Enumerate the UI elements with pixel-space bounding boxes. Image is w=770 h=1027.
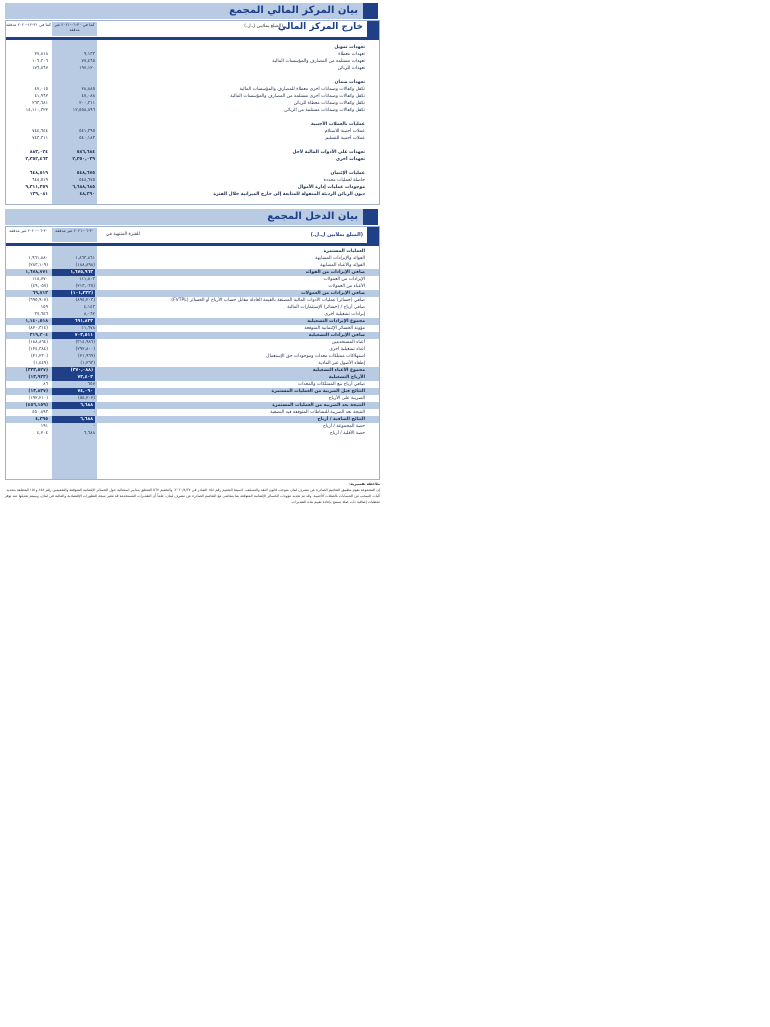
value-previous: ١٥٩ xyxy=(40,305,48,310)
table-row xyxy=(6,163,379,170)
value-current: ٦٥٧ xyxy=(87,382,95,387)
row-label: الأرباح التشغيلية xyxy=(328,375,365,380)
table-row xyxy=(6,402,379,409)
row-label: أعباء المستخدمين xyxy=(331,340,365,345)
value-previous: ١٧٦,٨٦٧ xyxy=(32,66,48,71)
row-label: حاصلة لعمليات محددة xyxy=(323,178,365,183)
column-header-previous: كما في ٣١-١٢-٢٠٢٠ مدققة xyxy=(6,22,51,27)
row-label: تعهدات للزبائن xyxy=(337,66,365,71)
row-label: تعهدات أخرى xyxy=(335,157,365,162)
row-label: صافي الإيرادات التشغيلية xyxy=(308,333,365,338)
value-current: (٨٩٤,٢٠٣) xyxy=(75,298,95,303)
table-row xyxy=(6,276,379,283)
table-row xyxy=(6,86,379,93)
table-row xyxy=(6,93,379,100)
value-previous: (١٣,٨٣٧) xyxy=(28,389,48,394)
row-label: تكفل وكفالات وضمانات أخرى مستلمة من المصارف والمؤسسات المالية xyxy=(230,94,365,99)
table-row xyxy=(6,395,379,402)
off-balance-sheet-header xyxy=(6,21,379,37)
value-current: - xyxy=(93,410,95,415)
table-row xyxy=(6,135,379,142)
table-row xyxy=(6,156,379,163)
value-current: ٥٨٦,٦٨٤ xyxy=(76,150,95,155)
row-label: استهلاكات ممتلكات معدات وموجودات حق الإستعمال xyxy=(266,354,365,359)
value-current: (١,٢٦٣) xyxy=(80,361,95,366)
row-label: حصة الأقلية / أرباح xyxy=(329,431,365,436)
column-header-current: ٣٠-٠٦-٢٠٢١ غير مدققة xyxy=(52,228,97,242)
row-label: عمليات بالعملات الأجنبية xyxy=(310,122,365,127)
explanatory-notes xyxy=(4,481,380,505)
unit-label: (المبلغ بملايين ل.ل.) xyxy=(244,24,283,29)
value-previous: (٤٩,٠٥٧) xyxy=(30,284,48,289)
section-square-icon xyxy=(367,21,379,37)
table-row xyxy=(6,58,379,65)
table-row xyxy=(6,430,379,437)
table-row xyxy=(6,170,379,177)
value-current: (١٠١,٢٣٢) xyxy=(52,290,95,297)
value-current: ١١١,٨٠٣ xyxy=(79,277,95,282)
income-statement-title: بيان الدخل المجمع xyxy=(267,211,358,222)
value-previous: (٢٨٣,١٠٩) xyxy=(28,263,48,268)
row-label: النتيجة بعد الضريبة للنشاطات المتوقفة قيد التصفية xyxy=(270,410,365,415)
row-label: عملات أجنبية للتسليم xyxy=(325,136,365,141)
financial-position-title: بيان المركز المالي المجمع xyxy=(229,5,358,16)
value-current: (٢١٣,٠٣٥) xyxy=(75,284,95,289)
table-row xyxy=(6,409,379,416)
value-previous: (١٣,٩٢٣) xyxy=(28,375,48,380)
table-row xyxy=(6,128,379,135)
table-row xyxy=(6,262,379,269)
value-previous: (٤٥٦,١٥٩) xyxy=(25,403,48,408)
table-row xyxy=(6,367,379,374)
income-statement-section xyxy=(5,226,380,480)
value-current: (٢٩٢,٨٠٠) xyxy=(75,347,95,352)
value-current: ١٩٧,١٢٠ xyxy=(79,66,95,71)
column-header-previous: ٣٠-٠٦-٢٠٢٠ غير مدققة xyxy=(9,228,48,233)
period-label: للفترة المنتهية في xyxy=(106,232,140,237)
table-row xyxy=(6,353,379,360)
row-label: النتائج الصافية / أرباح xyxy=(317,417,365,422)
value-previous: ٤٧,٠١٥ xyxy=(34,87,48,92)
value-previous: (١٢٤,٣٨٤) xyxy=(28,347,48,352)
row-label: موجودات عمليات إدارة الأموال xyxy=(297,185,365,190)
value-current: (١٨٨,٨٩٨) xyxy=(75,263,95,268)
value-current: ٢,٣٥٠,٠٣٩ xyxy=(72,157,95,162)
table-row xyxy=(6,290,379,297)
value-previous: ٨٨٣,٠٢٤ xyxy=(29,150,48,155)
value-previous: (٦٩٥,٩٠٧) xyxy=(28,298,48,303)
value-previous: ٩,٣١١,٣٥٩ xyxy=(25,185,48,190)
table-row xyxy=(6,51,379,58)
off-balance-sheet-title: خارج المركز المالي xyxy=(277,22,363,32)
value-previous: ٢٦٣,٦٨١ xyxy=(32,101,48,106)
value-previous: ١٩١ xyxy=(40,424,48,429)
row-label: مؤونة الخسائر الإئتمانية المتوقعة xyxy=(304,326,365,331)
row-label: تكفل وكفالات وضمانات أخرى معطاة للمصارف والمؤسسات المالية xyxy=(239,87,365,92)
table-row xyxy=(6,325,379,332)
value-previous: ٦٩,٧١٣ xyxy=(32,291,48,296)
value-current: ٧٠٣,٥١١ xyxy=(52,332,95,339)
income-statement-header xyxy=(6,227,379,243)
value-previous: ٣١٩,٢٠٤ xyxy=(29,333,48,338)
table-row xyxy=(6,114,379,121)
section-square-icon xyxy=(367,227,379,243)
value-current: ٥٤٠,١٨٣ xyxy=(79,136,95,141)
row-label: مجموع الأعباء التشغيلية xyxy=(312,368,365,373)
table-row xyxy=(6,184,379,191)
table-row xyxy=(6,332,379,339)
value-previous: (٣٣٣,٥٢٧) xyxy=(25,368,48,373)
row-label: إطفاء الأصول غير المادية xyxy=(318,361,365,366)
table-row xyxy=(6,149,379,156)
row-label: مجموع الإيرادات التشغيلية xyxy=(307,319,365,324)
value-current: ٢٠٠,٣١١ xyxy=(79,101,95,106)
value-current: ٦,٦٨٨ xyxy=(83,431,95,436)
table-row xyxy=(6,318,379,325)
value-current: ٦,٦٨٨ xyxy=(52,416,95,423)
value-previous: ٦٤٨,٥١٩ xyxy=(32,178,48,183)
value-previous: ١,٩٦١,٨٨٠ xyxy=(28,256,48,261)
value-current: (٣٧٠,٠٨٨) xyxy=(52,367,95,374)
value-previous: ٢٧,٨١٨ xyxy=(34,52,48,57)
table-row xyxy=(6,269,379,276)
value-current: ٢٨,٨٨٥ xyxy=(81,87,95,92)
value-previous: ٤٥٠,٨٩٣ xyxy=(32,410,48,415)
row-label: النتيجة بعد الضريبة من العمليات المستمرة xyxy=(272,403,365,408)
column-header-current: كما في ٣٠-٠٦-٢٠٢١ غير مدققة xyxy=(52,22,97,36)
table-row xyxy=(6,72,379,79)
table-row xyxy=(6,360,379,367)
table-row xyxy=(6,79,379,86)
notes-title: ملاحظة تفسيرية: xyxy=(349,482,380,486)
value-current: ٧٣,٤٠٣ xyxy=(52,374,95,381)
row-label: الفوائد والإيرادات المشابهة xyxy=(315,256,365,261)
income-statement-banner xyxy=(5,209,378,225)
value-previous: ٦٤٨,٥١٩ xyxy=(29,171,48,176)
value-previous: (٨٢٠,٣١٤) xyxy=(28,326,48,331)
value-previous: ٧٤٤,٦٤٤ xyxy=(32,129,48,134)
row-label: صافي الإيرادات من الفوائد xyxy=(305,270,365,275)
table-row xyxy=(6,374,379,381)
value-current: ١,٨٦٣,٨٦١ xyxy=(75,256,95,261)
table-row xyxy=(6,339,379,346)
value-previous: (٢١,٢٣٠) xyxy=(30,354,48,359)
table-row xyxy=(6,388,379,395)
value-previous: ١,٦٧٨,٧٧١ xyxy=(25,270,48,275)
notes-text: إن المجموعة تقوم بتطبيق التعاميم الصادرة عن مصرف لبنان بموجب قانون النقد والتسليف، لاسيما التعميم رقم ١٥٤ الصادر في ٢٠٢٠/٨/٢٧، والتعميم ٥٦٧ المتعلق بتدابير استثنائية حول الخسائر الإئتمانية المتوقعة والتعميمين رقم ١٥٨ و١٥١ المتعلقة بتحديد آليات السحب من الحسابات بالعملات الأجنبية. وقد تم تحديد مؤونات الخسائر الإئتمانية المتوقعة بما يتماشى مع التعاميم الصادرة عن مصرف لبنان، علماً أن التقديرات المستخدمة قد تتغير نتيجة التطورات الإقتصادية والمالية في لبنان، وسيتم تعديلها عند توفر معطيات إضافية ذات صلة تسمح بإعادة تقييم هذه التقديرات. xyxy=(4,488,380,504)
value-current: ٦,٦٨٨ xyxy=(52,402,95,409)
value-current: - xyxy=(93,424,95,429)
value-previous: ٣٧,٦٤٦ xyxy=(34,312,48,317)
value-current: ٧٧,٤٦٥ xyxy=(81,59,95,64)
value-previous: ٤,٣٩٥ xyxy=(35,417,48,422)
row-label: تكفل وكفالات وضمانات معطاة للزبائن xyxy=(293,101,365,106)
value-current: ١,٦٧٥,٩٦٣ xyxy=(52,269,95,276)
row-label: تعهدات على الأدوات المالية لأجل xyxy=(292,150,365,155)
row-label: العمليات المستمرة xyxy=(323,249,365,254)
value-current: ٤,١٤٣ xyxy=(83,305,95,310)
value-current: ٤٨,٢٩٠ xyxy=(79,192,95,197)
value-current: ٥٤١,٣٩٥ xyxy=(79,129,95,134)
table-row xyxy=(6,121,379,128)
row-label: الإيرادات من العمولات xyxy=(323,277,365,282)
table-row xyxy=(6,191,379,198)
table-row xyxy=(6,142,379,149)
row-label: تعهدات تمويل xyxy=(334,45,365,50)
table-row xyxy=(6,297,379,304)
table-row xyxy=(6,255,379,262)
row-label: صافي الإيرادات من العمولات xyxy=(301,291,365,296)
row-label: صافي (خسائر) عمليات الأدوات المالية المصنفة بالقيمة العادلة مقابل حساب الأرباح أو الخسائر (FVTPL) xyxy=(171,298,365,303)
unit-label: (المبلغ بملايين ل.ل.) xyxy=(310,232,363,238)
value-current: ٧٤,٠٩٠ xyxy=(52,388,95,395)
value-previous: ٢,٣٥٢,٤٦٣ xyxy=(25,157,48,162)
table-row xyxy=(6,416,379,423)
value-current: ٦,٦٨٨,٦٨٥ xyxy=(72,185,95,190)
row-label: أعباء تشغيلية أخرى xyxy=(329,347,365,352)
value-previous: ٨٦ xyxy=(43,382,48,387)
row-label: عمليات الإئتمان xyxy=(330,171,365,176)
table-row xyxy=(6,100,379,107)
table-row xyxy=(6,423,379,430)
value-previous: (١٩٢,٢١٠) xyxy=(28,396,48,401)
value-previous: (١٨٨,٨٦٤) xyxy=(28,340,48,345)
value-previous: ٧٤٣,٣١١ xyxy=(32,136,48,141)
financial-position-banner xyxy=(5,3,378,19)
value-current: ٥٤٨,٦٧٥ xyxy=(79,178,95,183)
row-label: النتائج قبل الضريبة من العمليات المستمرة xyxy=(271,389,365,394)
value-current: ٤٧,٠٨٨ xyxy=(81,94,95,99)
row-label: تعهدات مستلمة من المصارف والمؤسسات المالية xyxy=(272,59,365,64)
value-current: ١٢,٥٥٨,٨٩٦ xyxy=(72,108,95,113)
row-label: تكفل وكفالات وضمانات مستلمة من الزبائن xyxy=(284,108,365,113)
value-current: ١١,٦٧٨ xyxy=(81,326,95,331)
table-row xyxy=(6,177,379,184)
row-label: الفوائد والأعباء المشابهة xyxy=(320,263,365,268)
banner-square-icon xyxy=(363,209,378,225)
value-current: (٥٤,٢٠٢) xyxy=(77,396,95,401)
value-current: ٥٤٨,٦٧٥ xyxy=(76,171,95,176)
banner-square-icon xyxy=(363,3,378,19)
value-previous: ١٠٦,٣٠٦ xyxy=(32,59,48,64)
row-label: الأعباء من العمولات xyxy=(328,284,365,289)
table-row xyxy=(6,44,379,51)
table-row xyxy=(6,283,379,290)
value-current: ٨,٠٦٢ xyxy=(83,312,95,317)
row-label: تعهدات ضمان xyxy=(334,80,365,85)
value-previous: ١,١٤٠,٥١٨ xyxy=(25,319,48,324)
row-label: ديون الزبائن الرديئة المنقولة للمتابعة إلى خارج الميزانية خلال الفترة xyxy=(213,192,365,197)
value-previous: ١٤,١١٠,٣٢٢ xyxy=(25,108,48,113)
value-previous: (١,٤٤٩) xyxy=(33,361,48,366)
row-label: صافي أرباح بيع الممتلكات والمعدات xyxy=(298,382,365,387)
value-current: ٦٩١,٨٣٣ xyxy=(52,318,95,325)
row-label: إيرادات تشغيلية أخرى xyxy=(324,312,365,317)
row-label: صافي أرباح / (خسائر) الإستثمارات المالية xyxy=(287,305,365,310)
table-row xyxy=(6,65,379,72)
value-current: ٩,١٣٣ xyxy=(83,52,95,57)
off-balance-sheet-section xyxy=(5,20,380,205)
value-previous: ٤,٢٠٤ xyxy=(36,431,48,436)
table-row xyxy=(6,346,379,353)
value-previous: ١٣٩,٠٨١ xyxy=(29,192,48,197)
row-label: تعهدات معطاة xyxy=(338,52,365,57)
value-current: (٣١٤,٩٨٦) xyxy=(75,340,95,345)
table-row xyxy=(6,304,379,311)
row-label: عملات أجنبية للاستلام xyxy=(324,129,365,134)
table-row xyxy=(6,381,379,388)
table-row xyxy=(6,248,379,255)
row-label: حصة المجموعة / أرباح xyxy=(322,424,365,429)
row-label: الضريبة على الأرباح xyxy=(328,396,365,401)
table-row xyxy=(6,311,379,318)
value-current: (٢١,٩٦٩) xyxy=(77,354,95,359)
value-previous: ٤١,٩٦٢ xyxy=(34,94,48,99)
value-previous: ١١٨,٧٧٠ xyxy=(32,277,48,282)
table-row xyxy=(6,107,379,114)
